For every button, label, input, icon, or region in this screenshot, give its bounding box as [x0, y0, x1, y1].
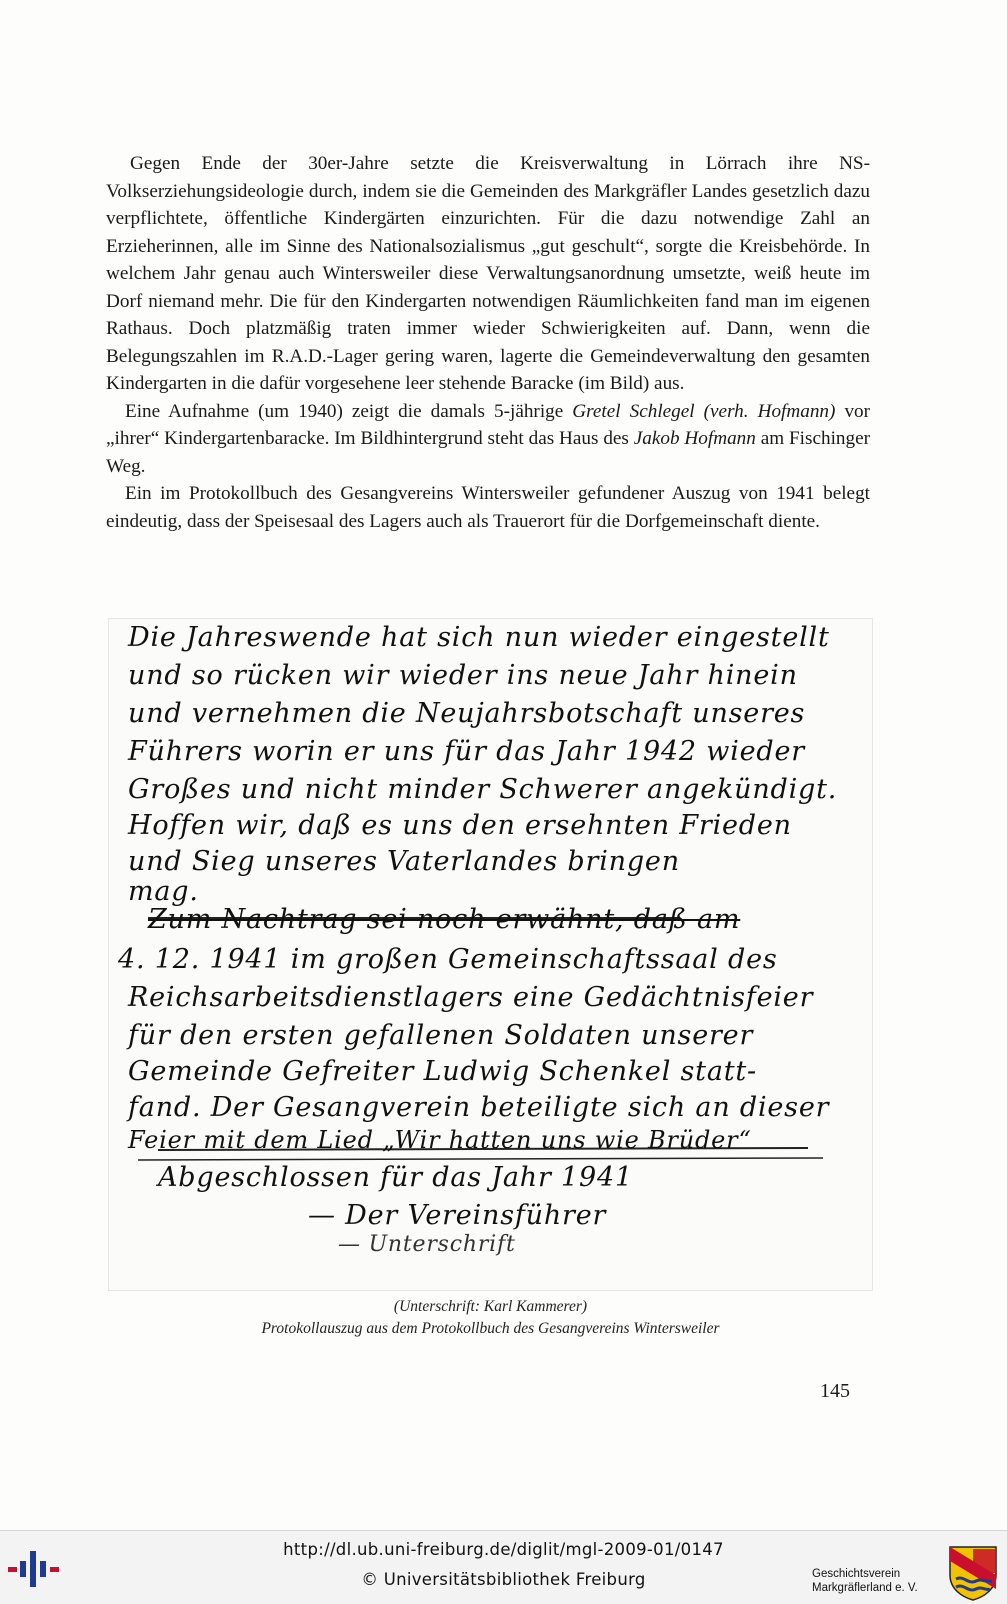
manuscript-line: Abgeschlossen für das Jahr 1941 — [158, 1162, 633, 1193]
manuscript-line: Gemeinde Gefreiter Ludwig Schenkel statt- — [128, 1056, 757, 1087]
paragraph-2-part-b: vor „ihrer“ Kindergartenbaracke. Im Bildhintergrund steht das Haus des — [106, 400, 871, 449]
manuscript-line: fand. Der Gesangverein beteiligte sich an dieser — [128, 1092, 830, 1123]
manuscript-signature: — Unterschrift — [338, 1232, 516, 1257]
paragraph-2-part-a: Eine Aufnahme (um 1940) zeigt die damals 5-jährige — [125, 400, 564, 422]
footer-bar — [0, 1530, 1007, 1604]
manuscript-line: Reichsarbeitsdienstlagers eine Gedächtnisfeier — [128, 982, 814, 1013]
society-name — [812, 1567, 918, 1595]
manuscript-line: Führers worin er uns für das Jahr 1942 wieder — [128, 736, 805, 767]
manuscript-line: und so rücken wir wieder ins neue Jahr hinein — [128, 660, 798, 691]
paragraph-1: Gegen Ende der 30er-Jahre setzte die Kreisverwaltung in Lörrach ihre NS-Volkserziehungsideologie durch, indem sie die Gemeinden des Markgräfler Landes gesetzlich dazu verpflichtete, öffentliche Kindergärten einzurichten. Für die dazu notwendige Zahl an Erzieherinnen, alle im Sinne des Nationalsozialismus „gut geschult“, sorgte die Kreisbehörde. In welchem Jahr genau auch Wintersweiler diese Verwaltungsanordnung umsetzte, weiß heute im Dorf niemand mehr. Die für den Kindergarten notwendigen Räumlichkeiten fand man im eigenen Rathaus. Doch platzmäßig traten immer wieder Schwierigkeiten auf. Dann, wenn die Belegungszahlen im R.A.D.-Lager gering waren, lagerte die Gemeindeverwaltung den gesamten Kindergarten in die dafür vorgesehene leer stehende Baracke (im Bild) aus. — [106, 153, 870, 394]
coat-of-arms-icon — [948, 1545, 998, 1601]
manuscript-line: Feier mit dem Lied „Wir hatten uns wie Brüder“ — [128, 1126, 752, 1154]
permalink-url[interactable]: http://dl.ub.uni-freiburg.de/diglit/mgl-2009-01/0147 — [283, 1540, 724, 1559]
handwritten-protocol-scan — [108, 618, 873, 1291]
body-text — [106, 150, 870, 535]
manuscript-line: für den ersten gefallenen Soldaten unserer — [128, 1020, 754, 1051]
page-number: 145 — [820, 1380, 850, 1402]
society-name-line1: Geschichtsverein — [812, 1568, 901, 1580]
person-name-jakob: Jakob Hofmann — [633, 428, 756, 449]
society-name-line2: Markgräflerland e. V. — [812, 1582, 918, 1594]
paragraph-3: Ein im Protokollbuch des Gesangvereins Wintersweiler gefundener Auszug von 1941 belegt eindeutig, dass der Speisesaal des Lagers auch als Trauerort für die Dorfgemeinschaft diente. — [106, 483, 870, 532]
manuscript-line-struck: Zum Nachtrag sei noch erwähnt, daß am — [148, 904, 741, 935]
person-name-gretel: Gretel Schlegel (verh. Hofmann) — [572, 400, 836, 422]
caption-signature: (Unterschrift: Karl Kammerer) — [393, 1298, 588, 1315]
manuscript-line: Die Jahreswende hat sich nun wieder eingestellt — [128, 622, 830, 653]
manuscript-line: Hoffen wir, daß es uns den ersehnten Frieden — [128, 810, 792, 841]
manuscript-line: mag. — [128, 876, 199, 907]
copyright-notice: © Universitätsbibliothek Freiburg — [361, 1570, 646, 1589]
caption-description: Protokollauszug aus dem Protokollbuch des Gesangvereins Wintersweiler — [261, 1320, 720, 1337]
manuscript-line: — Der Vereinsführer — [308, 1200, 607, 1231]
paragraph-2-part-c: am Fischinger Weg. — [106, 428, 871, 477]
manuscript-line: und vernehmen die Neujahrsbotschaft unseres — [128, 698, 806, 729]
manuscript-line: und Sieg unseres Vaterlandes bringen — [128, 846, 680, 877]
paragraph-2 — [106, 398, 870, 481]
manuscript-line: Großes und nicht minder Schwerer angekündigt. — [128, 774, 838, 805]
manuscript-line: 4. 12. 1941 im großen Gemeinschaftssaal des — [118, 944, 778, 975]
